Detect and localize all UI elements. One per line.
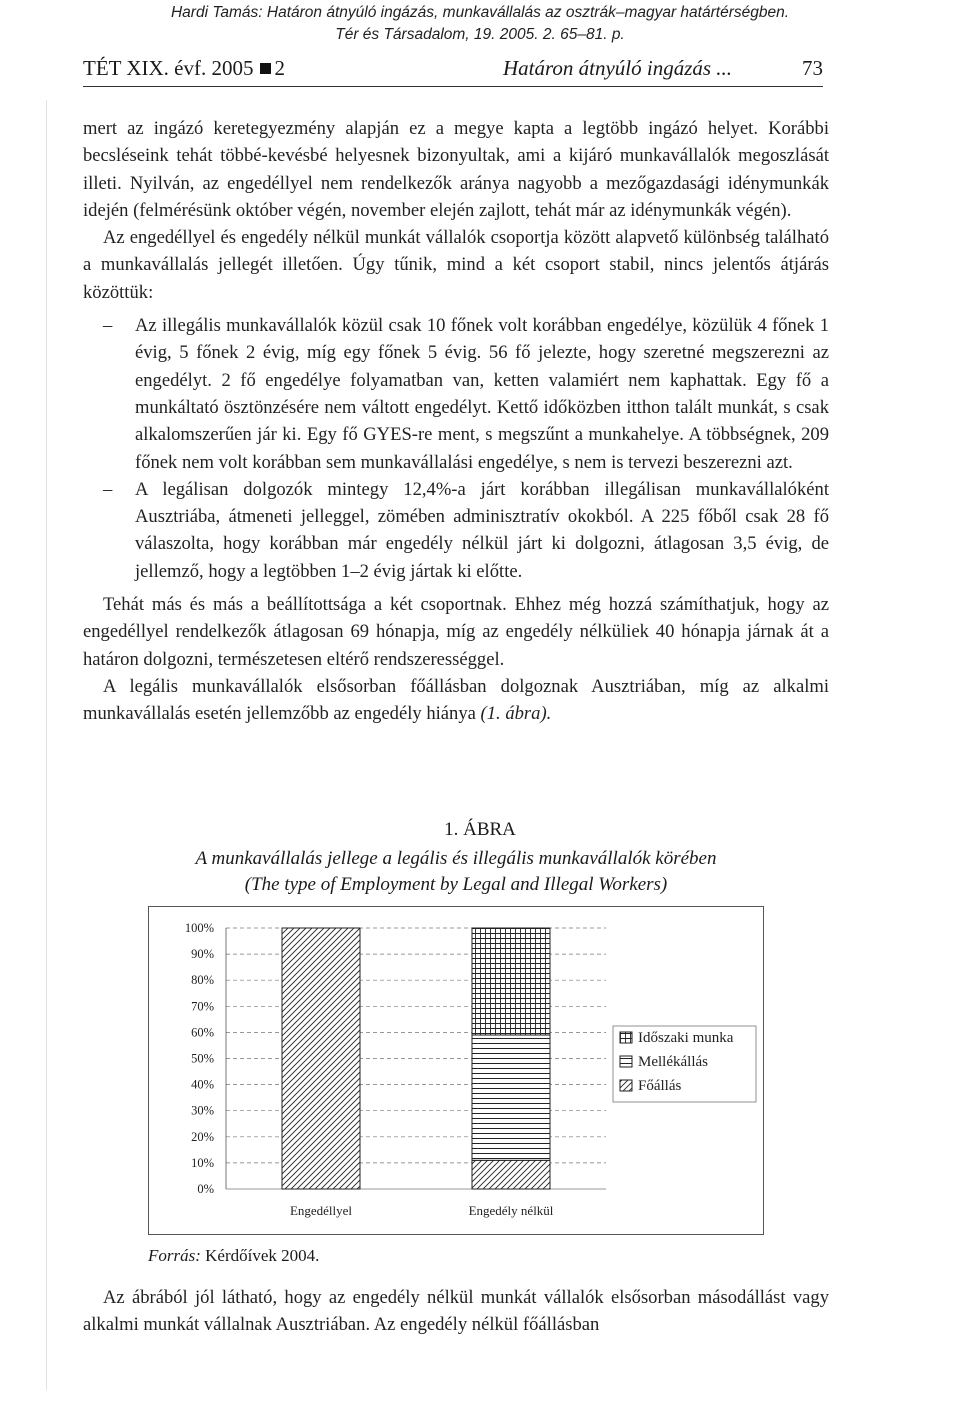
dash-bullet: – (103, 478, 113, 500)
paragraph-4 (83, 673, 829, 728)
y-tick-label: 90% (191, 947, 214, 962)
article-short-title: Határon átnyúló ingázás ... (503, 56, 733, 80)
y-axis-ticks (185, 921, 214, 1196)
list-item-text: Az illegális munkavállalók közül csak 10 főnek volt korábban engedélye, közülük 4 főnek 1 évig, 5 főnek 2 évig, míg egy főnek 5 évig. 56 fő jelezte, hogy szeretné megszerezni az engedélyt. 2 fő engedélye folyamatban van, ketten valamiért nem kaphattak. Egy fő a munkáltató ösztönzésére nem váltott engedélyt. Kettő időközben itthon talált munkát, s csak alkalomszerűen jár ki. Egy fő GYES-re ment, s megszűnt a munkahelye. A többségnek, 209 főnek nem volt korábban sem munkavállalási engedélye, s nem is tervezi beszerezni azt. (135, 315, 829, 473)
paragraph-1: mert az ingázó keretegyezmény alapján ez a megye kapta a legtöbb ingázó helyet. Korábbi becsléseink tehát többé-kevésbé helyesnek bizonyultak, ami a kijáró munkavállalók megoszlását illeti. Nyilván, az engedéllyel nem rendelkezők aránya nagyobb a mezőgazdasági idénymunkák idején (felmérésünk október végén, november elején zajlott, tehát már az idénymunkák végén). (83, 118, 829, 221)
figure-title-hungarian: A munkavállalás jellege a legális és illegális munkavállalók körében (195, 848, 717, 869)
stacked-bar-chart (148, 906, 762, 1233)
x-category-label: Engedéllyel (289, 1203, 353, 1218)
y-tick-label: 10% (191, 1155, 214, 1170)
y-tick-label: 20% (191, 1129, 214, 1144)
bar-segment (282, 928, 360, 1189)
legend-label: Mellékállás (638, 1054, 708, 1070)
legend-label: Időszaki munka (638, 1030, 734, 1046)
page-number: 73 (802, 56, 823, 80)
legend-swatch (620, 1080, 632, 1091)
bar-segment (472, 1035, 550, 1160)
list-item-text: A legálisan dolgozók mintegy 12,4%-a járt korábban illegálisan munkavállalóként Ausztriába, átmeneti jelleggel, zömében adminisztratív okokból. A 225 főből csak 28 fő válaszolta, hogy korábban már engedély nélkül járt ki dolgozni, átlagosan 3,5 évig, de jellemző, hogy a legtöbben 1–2 évig jártak ki előtte. (135, 478, 829, 582)
running-head (83, 56, 823, 87)
citation-line-2: Tér és Társadalom, 19. 2005. 2. 65–81. p. (335, 26, 625, 43)
legend (613, 1026, 756, 1102)
square-bullet-icon (260, 63, 271, 74)
paragraph-2: Az engedéllyel és engedély nélkül munkát vállalók csoportja között alapvető különbség található a munkavállalás jellegét illetően. Úgy tűnik, mind a két csoport stabil, nincs jelentős átjárás közöttük: (83, 227, 829, 303)
figure-title-english: (The type of Employment by Legal and Illegal Workers) (244, 874, 668, 895)
issue-number: 2 (274, 56, 285, 80)
journal-name: TÉT XIX. évf. 2005 (83, 56, 254, 80)
body-text-bottom (83, 1284, 829, 1339)
citation-line-1: Hardi Tamás: Határon átnyúló ingázás, munkavállalás az osztrák–magyar határtérségben. (170, 4, 790, 21)
list-item (83, 312, 829, 476)
y-tick-label: 80% (191, 973, 214, 988)
y-tick-label: 50% (191, 1051, 214, 1066)
dash-bullet: – (103, 315, 113, 337)
journal-info (83, 56, 285, 81)
figure-number: 1. ÁBRA (444, 819, 516, 840)
source-label: Forrás: (148, 1246, 201, 1265)
bar-segment (472, 1160, 550, 1189)
x-category-label: Engedély nélkül (468, 1203, 554, 1218)
paragraph-4-text: A legális munkavállalók elsősorban főállásban dolgoznak Ausztriában, míg az alkalmi munkavállalás esetén jellemzőbb az engedély hiánya (83, 675, 829, 725)
paragraph-5: Az ábrából jól látható, hogy az engedély nélkül munkát vállalók elsősorban másodállást vagy alkalmi munkát vállalnak Ausztriában. Az engedély nélkül főállásban (83, 1287, 829, 1336)
figure-reference: (1. ábra). (480, 703, 552, 725)
y-tick-label: 30% (191, 1103, 214, 1118)
y-tick-label: 70% (191, 999, 214, 1014)
y-tick-label: 100% (184, 921, 214, 935)
citation-header (0, 2, 960, 46)
bar-segment (472, 928, 550, 1035)
paragraph-3: Tehát más és más a beállítottsága a két csoportnak. Ehhez még hozzá számíthatjuk, hogy az engedéllyel rendelkezők átlagosan 69 hónapja, míg az engedély nélküliek 40 hónapja járnak át a határon dolgozni, természetesen eltérő rendszerességgel. (83, 594, 829, 670)
y-tick-label: 40% (191, 1077, 214, 1092)
legend-swatch (620, 1032, 632, 1043)
x-axis-categories (290, 1203, 554, 1218)
legend-label: Főállás (638, 1078, 682, 1094)
figure-title (0, 846, 912, 898)
y-tick-label: 0% (197, 1182, 214, 1196)
page-edge-line (46, 100, 47, 1390)
legend-swatch (620, 1056, 632, 1067)
dash-list (83, 312, 829, 585)
figure-source (148, 1246, 319, 1266)
source-text: Kérdőívek 2004. (205, 1246, 320, 1265)
list-item (83, 476, 829, 585)
y-tick-label: 60% (191, 1025, 214, 1040)
body-text-top (83, 115, 829, 728)
